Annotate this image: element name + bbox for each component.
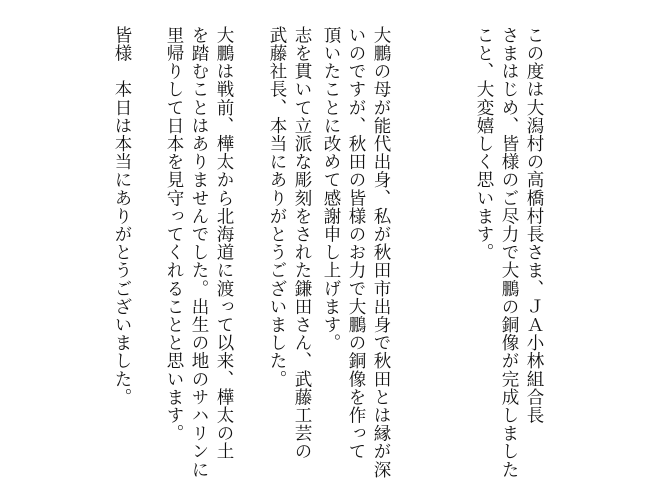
text-line: 志を貫いて立派な彫刻をされた鎌田さん、武藤工芸の	[292, 26, 312, 461]
text-line: 大鵬は戦前、樺太から北海道に渡って以来、樺太の土	[214, 26, 234, 461]
paragraph-closing-thanks	[109, 26, 134, 406]
paragraph-sculptor-thanks	[264, 26, 314, 460]
text-line: 皆様 本日は本当にありがとうございました。	[112, 26, 132, 407]
text-line: 頂いたことに改めて感謝申し上げます。	[321, 26, 341, 352]
paragraph-sakhalin-homecoming	[161, 26, 236, 479]
text-line: を踏むことはありませんでした。出生の地のサハリンに	[189, 26, 209, 479]
text-line: 武藤社長、本当にありがとうございました。	[267, 26, 287, 388]
paragraph-akita-gratitude	[318, 26, 393, 479]
text-line: こと、大変嬉しく思います。	[474, 26, 494, 262]
text-line: 大鵬の母が能代出身、私が秋田市出身で秋田とは縁が深	[371, 26, 391, 479]
paragraph-completion-thanks	[471, 26, 546, 479]
text-line: さまはじめ、皆様のご尽力で大鵬の銅像が完成しました	[499, 26, 519, 479]
text-line: 里帰りして日本を見守ってくれることと思います。	[164, 26, 184, 443]
text-line: いのですが、秋田の皆様のお力で大鵬の銅像を作って	[346, 26, 366, 461]
text-line: この度は大潟村の高橋村長さま、ＪＡ小林組合長	[524, 26, 544, 425]
